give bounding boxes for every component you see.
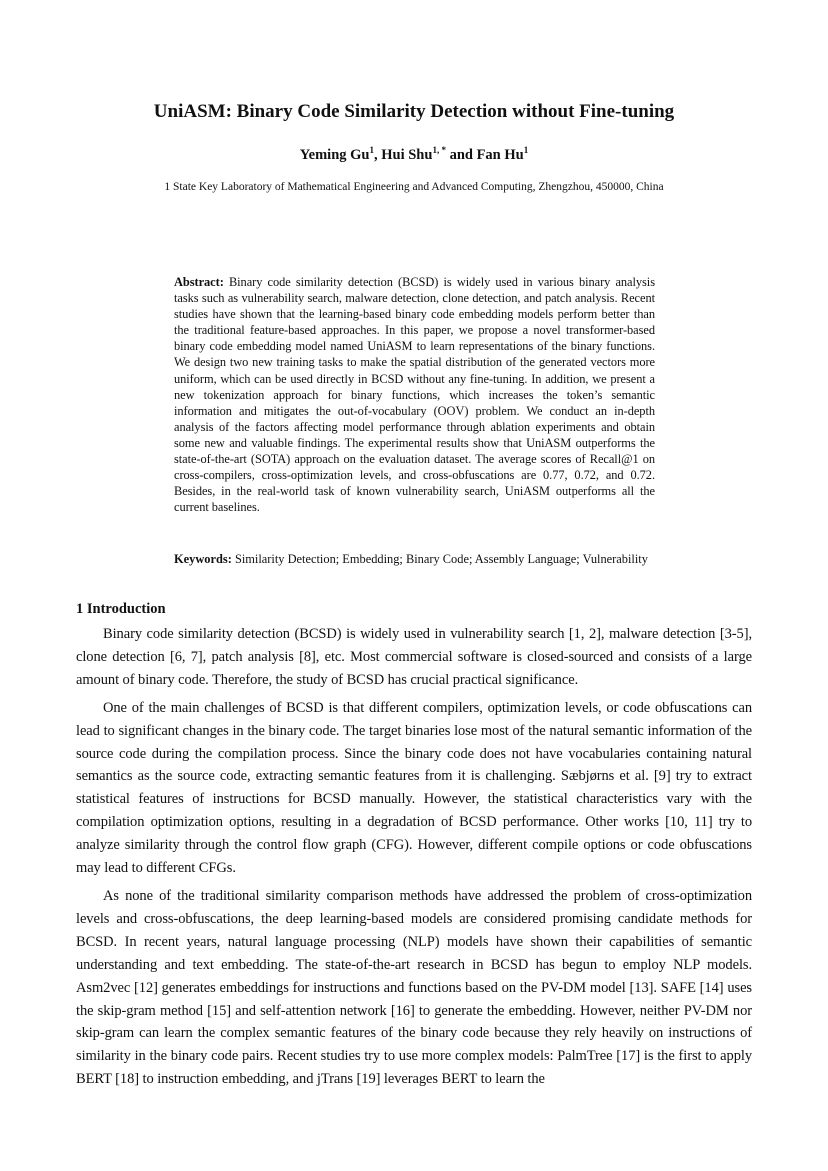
abstract-label: Abstract: [174,275,224,289]
author-affiliation-mark: 1 [523,145,529,155]
abstract [174,274,655,515]
keywords [174,551,655,567]
author-affiliation-mark: 1, * [432,145,446,155]
section-heading: 1 Introduction [76,601,166,617]
body-paragraph: One of the main challenges of BCSD is that different compilers, optimization levels, or code obfuscations can lead to significant changes in the binary code. The target binaries lose most of the natural semantic information of the source code during the compilation process. Since the binary code does not have vocabularies containing natural semantics as the source code, extracting semantic features from it is challenging. Sæbjørns et al. [9] try to extract statistical features of instructions for BCSD manually. However, the statistical characteristics vary with the compilation optimization options, resulting in a degradation of BCSD performance. Other works [10, 11] try to analyze similarity through the control flow graph (CFG). However, different compile options or code obfuscations may lead to different CFGs. [76,699,752,877]
keywords-label: Keywords: [174,552,232,566]
author-name: Yeming Gu [299,147,370,163]
author-separator: and [445,147,477,163]
body-paragraph: Binary code similarity detection (BCSD) is widely used in vulnerability search [1, 2], malware detection [3-5], clone detection [6, 7], patch analysis [8], etc. Most commercial software is closed-sourced and consists of a large amount of binary code. Therefore, the study of BCSD has crucial practical significance. [76,626,752,688]
section-body [76,623,752,1096]
keywords-text: Similarity Detection; Embedding; Binary Code; Assembly Language; Vulnerability [234,552,648,566]
abstract-text: Binary code similarity detection (BCSD) is widely used in various binary analysis tasks such as vulnerability search, malware detection, clone detection, and patch analysis. Recent studies have shown that the learning-based binary code embedding models perform better than the traditional feature-based approaches. In this paper, we propose a novel transformer-based binary code embedding model named UniASM to learn representations of the binary functions. We design two new training tasks to make the spatial distribution of the generated vectors more uniform, which can be used directly in BCSD without any fine-tuning. In addition, we present a new tokenization approach for binary functions, which increases the token’s semantic information and mitigates the out-of-vocabulary (OOV) problem. We conduct an in-depth analysis of the factors affecting model performance through ablation experiments and obtain some new and valuable findings. The experimental results show that UniASM outperforms the state-of-the-art (SOTA) approach on the evaluation dataset. The average scores of Recall@1 on cross-compilers, cross-optimization levels, and cross-obfuscations are 0.77, 0.72, and 0.72. Besides, in the real-world task of known vulnerability search, UniASM outperforms all the current baselines. [174,275,655,515]
author-name: Hui Shu [381,147,433,163]
author-separator: , [373,147,382,163]
author-affiliation-mark: 1 [369,145,374,155]
author-name: Fan Hu [476,147,524,163]
author-list [0,146,828,164]
body-paragraph: As none of the traditional similarity comparison methods have addressed the problem of cross-optimization levels and cross-obfuscations, the deep learning-based models are considered promising candidate methods for BCSD. In recent years, natural language processing (NLP) models have shown their capabilities of semantic understanding and text embedding. The state-of-the-art research in BCSD has begun to employ NLP models. Asm2vec [12] generates embeddings for instructions and functions based on the PV-DM model [13]. SAFE [14] uses the skip-gram method [15] and self-attention network [16] to generate the embedding. However, neither PV-DM nor skip-gram can learn the complex semantic features of the binary code because they rely heavily on instructions of similarity in the binary code pairs. Recent studies try to use more complex models: PalmTree [17] is the first to apply BERT [18] to instruction embedding, and jTrans [19] leverages BERT to learn the [76,887,752,1088]
affiliation: 1 State Key Laboratory of Mathematical Engineering and Advanced Computing, Zhengzhou, 450000, China [164,181,664,193]
paper-title: UniASM: Binary Code Similarity Detection without Fine-tuning [153,101,675,122]
